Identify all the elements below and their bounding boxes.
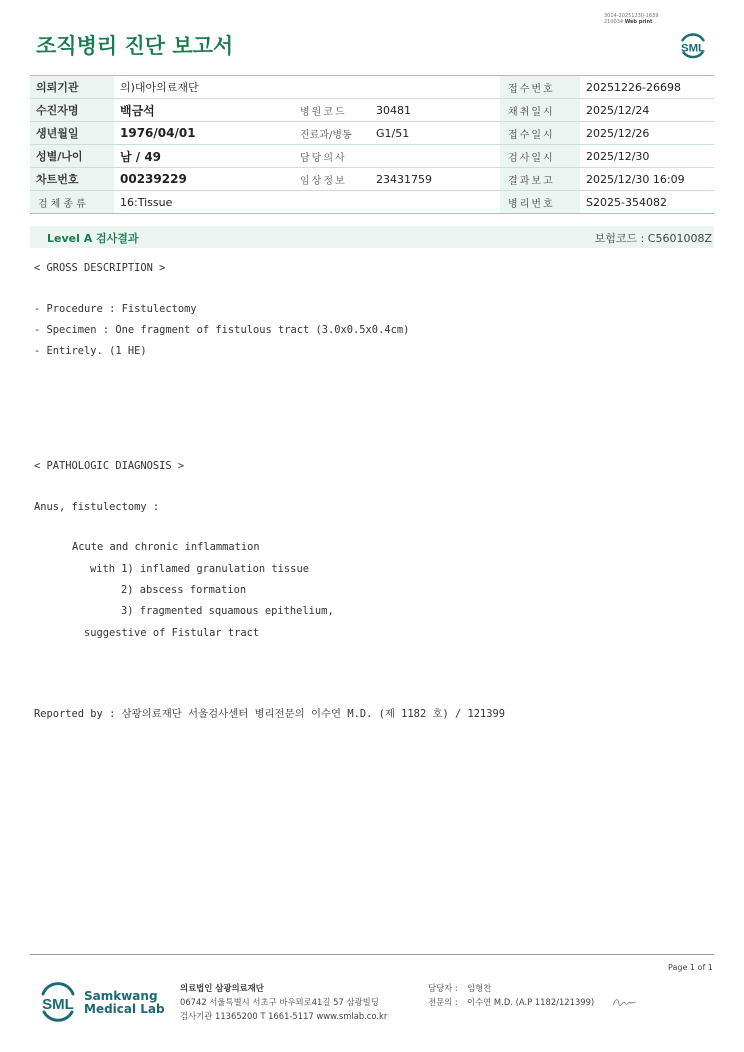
requesting-institution-value: 의)대아의료재단 bbox=[114, 76, 500, 99]
print-code-line1: 3014-20251230-1639 bbox=[604, 13, 659, 19]
result-level-label: Level A 검사결과 bbox=[47, 232, 139, 245]
department-value: G1/51 bbox=[370, 122, 500, 145]
diagnosis-site: Anus, fistulectomy : bbox=[34, 501, 160, 513]
pathology-number-label: 병리번호 bbox=[500, 191, 580, 214]
doctor-label: 담당의사 bbox=[284, 145, 370, 168]
doctor-value bbox=[370, 145, 500, 168]
department-label: 진료과/병동 bbox=[284, 122, 370, 145]
test-date-value: 2025/12/30 bbox=[580, 145, 714, 168]
company-name bbox=[84, 990, 165, 1016]
reported-by: Reported by : 삼광의료재단 서울검사센터 병리전문의 이수연 M.D. (제 1182 호) / 121399 bbox=[34, 708, 506, 720]
table-row bbox=[30, 76, 714, 99]
web-print-label: Web print bbox=[624, 19, 653, 25]
diagnosis-line: Acute and chronic inflammation bbox=[72, 541, 260, 553]
receipt-number-value: 20251226-26698 bbox=[580, 76, 714, 99]
chart-number-value: 00239229 bbox=[114, 168, 284, 191]
patient-name-label: 수진자명 bbox=[30, 99, 114, 122]
org-name: 의료법인 삼광의료재단 bbox=[180, 983, 264, 993]
receipt-date-label: 접수일시 bbox=[500, 122, 580, 145]
gross-line-procedure: - Procedure : Fistulectomy bbox=[34, 303, 197, 315]
result-report-value: 2025/12/30 16:09 bbox=[580, 168, 714, 191]
sml-logo-icon bbox=[36, 978, 80, 1026]
table-row bbox=[30, 99, 714, 122]
company-name-line1: Samkwang bbox=[84, 989, 158, 1003]
receipt-number-label: 접수번호 bbox=[500, 76, 580, 99]
specialist-label: 전문의 : bbox=[428, 997, 458, 1007]
hospital-code-label: 병원코드 bbox=[284, 99, 370, 122]
diagnosis-line: 2) abscess formation bbox=[121, 584, 247, 596]
company-name-line2: Medical Lab bbox=[84, 1002, 165, 1016]
clinical-info-value: 23431759 bbox=[370, 168, 500, 191]
logo-text: SML bbox=[42, 996, 74, 1013]
insurance-code: 보험코드 : C5601008Z bbox=[594, 232, 712, 245]
diagnosis-line: 3) fragmented squamous epithelium, bbox=[121, 605, 334, 617]
sex-age-label: 성별/나이 bbox=[30, 145, 114, 168]
org-address: 06742 서울특별시 서초구 바우뫼로41길 57 삼광빌딩 bbox=[180, 997, 379, 1007]
specialist: 이수연 M.D. (A.P 1182/121399) bbox=[467, 997, 595, 1007]
collection-date-value: 2025/12/24 bbox=[580, 99, 714, 122]
chart-number-label: 차트번호 bbox=[30, 168, 114, 191]
patient-info-table bbox=[30, 75, 714, 214]
table-row bbox=[30, 191, 714, 214]
pathologic-diagnosis-heading: < PATHOLOGIC DIAGNOSIS > bbox=[34, 460, 185, 472]
specimen-type-label: 검체종류 bbox=[30, 191, 114, 214]
signature-icon bbox=[612, 996, 638, 1008]
receipt-date-value: 2025/12/26 bbox=[580, 122, 714, 145]
table-row bbox=[30, 145, 714, 168]
report-title: 조직병리 진단 보고서 bbox=[36, 34, 234, 58]
print-code bbox=[604, 13, 659, 25]
gross-description-heading: < GROSS DESCRIPTION > bbox=[34, 262, 166, 274]
sex-age-value: 남 / 49 bbox=[114, 145, 284, 168]
person-in-charge-label: 담당자 : bbox=[428, 983, 458, 993]
sml-logo-icon bbox=[674, 26, 712, 64]
requesting-institution-label: 의뢰기관 bbox=[30, 76, 114, 99]
print-code-number: 210034 bbox=[604, 19, 624, 25]
test-date-label: 검사일시 bbox=[500, 145, 580, 168]
page-number: Page 1 of 1 bbox=[668, 963, 713, 972]
clinical-info-label: 임상정보 bbox=[284, 168, 370, 191]
diagnosis-line: suggestive of Fistular tract bbox=[84, 627, 260, 639]
print-code-line2 bbox=[604, 19, 659, 25]
patient-name-value: 백금석 bbox=[114, 99, 284, 122]
result-report-label: 결과보고 bbox=[500, 168, 580, 191]
person-in-charge: 임형찬 bbox=[467, 983, 492, 993]
logo-text: SML bbox=[680, 42, 706, 55]
birth-date-value: 1976/04/01 bbox=[114, 122, 284, 145]
pathology-number-value: S2025-354082 bbox=[580, 191, 714, 214]
gross-line-specimen: - Specimen : One fragment of fistulous tract (3.0x0.5x0.4cm) bbox=[34, 324, 410, 336]
birth-date-label: 생년월일 bbox=[30, 122, 114, 145]
gross-line-entirely: - Entirely. (1 HE) bbox=[34, 345, 147, 357]
diagnosis-line: with 1) inflamed granulation tissue bbox=[90, 563, 309, 575]
org-contact: 검사기관 11365200 T 1661-5117 www.smlab.co.kr bbox=[180, 1011, 388, 1021]
collection-date-label: 채취일시 bbox=[500, 99, 580, 122]
table-row bbox=[30, 168, 714, 191]
specimen-type-value: 16:Tissue bbox=[114, 191, 500, 214]
footer-divider bbox=[30, 954, 714, 955]
table-row bbox=[30, 122, 714, 145]
hospital-code-value: 30481 bbox=[370, 99, 500, 122]
